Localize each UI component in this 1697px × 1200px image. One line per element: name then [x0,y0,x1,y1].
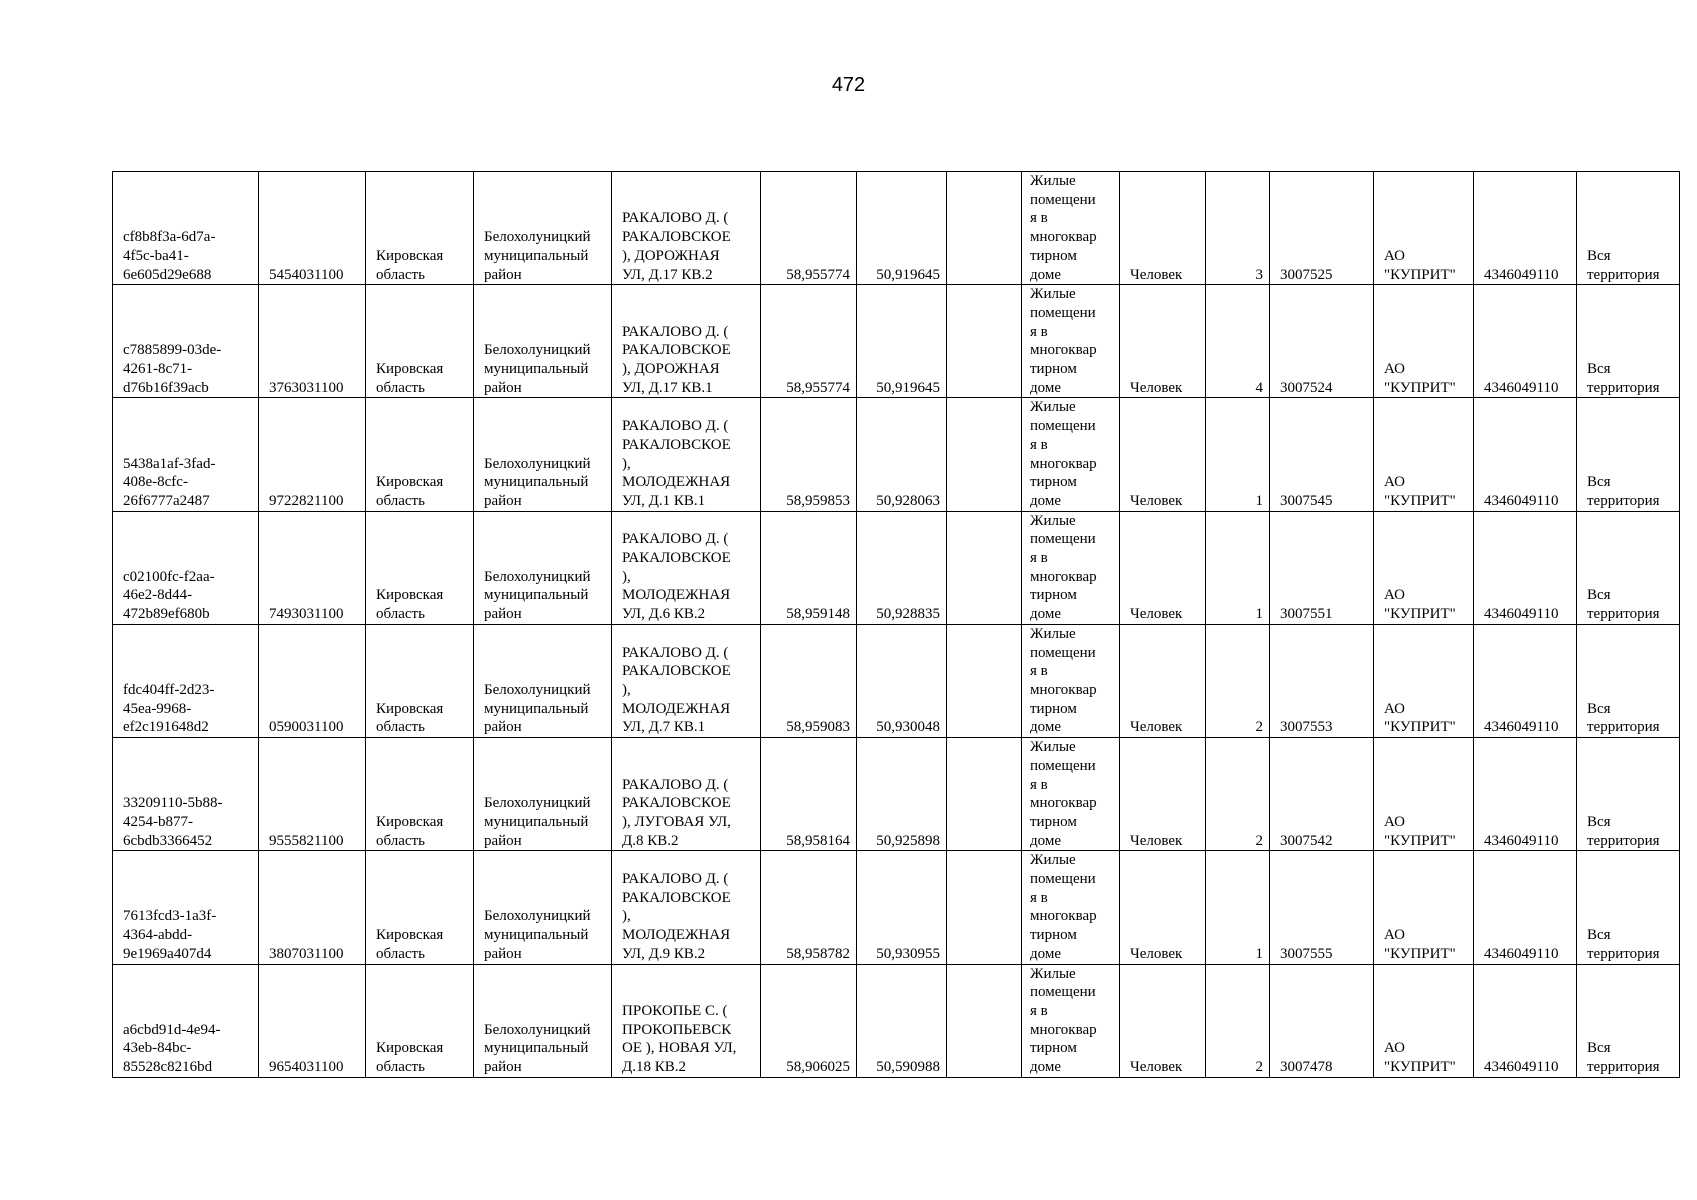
cell-empty [947,511,1022,624]
cell-unit: Человек [1120,738,1206,851]
cell-region: Кировская область [366,964,474,1077]
cell-empty [947,398,1022,511]
cell-count: 1 [1206,398,1270,511]
cell-empty [947,624,1022,737]
cell-record-id: c02100fc-f2aa- 46e2-8d44- 472b89ef680b [113,511,259,624]
cell-territory: Вся территория [1577,511,1680,624]
cell-district: Белохолуницкий муниципальный район [474,851,612,964]
cell-territory: Вся территория [1577,285,1680,398]
cell-inn: 4346049110 [1474,285,1577,398]
cell-latitude: 58,955774 [761,285,857,398]
cell-region: Кировская область [366,511,474,624]
cell-oktmo-code: 3807031100 [259,851,366,964]
cell-record-id: 7613fcd3-1a3f- 4364-abdd- 9e1969a407d4 [113,851,259,964]
cell-address: РАКАЛОВО Д. ( РАКАЛОВСКОЕ ), МОЛОДЕЖНАЯ УЛ, Д.1 КВ.1 [612,398,761,511]
cell-premises-type: Жилые помещени я в многоквар тирном доме [1022,398,1120,511]
cell-address: РАКАЛОВО Д. ( РАКАЛОВСКОЕ ), ДОРОЖНАЯ УЛ, Д.17 КВ.2 [612,172,761,285]
cell-address: РАКАЛОВО Д. ( РАКАЛОВСКОЕ ), ДОРОЖНАЯ УЛ, Д.17 КВ.1 [612,285,761,398]
cell-record-id: fdc404ff-2d23- 45ea-9968- ef2c191648d2 [113,624,259,737]
cell-district: Белохолуницкий муниципальный район [474,398,612,511]
cell-record-id: a6cbd91d-4e94- 43eb-84bc- 85528c8216bd [113,964,259,1077]
table-row [113,738,1680,851]
cell-region: Кировская область [366,738,474,851]
cell-empty [947,285,1022,398]
cell-territory: Вся территория [1577,172,1680,285]
cell-oktmo-code: 9555821100 [259,738,366,851]
table-row [113,398,1680,511]
cell-unit: Человек [1120,172,1206,285]
table-row [113,851,1680,964]
cell-region: Кировская область [366,398,474,511]
cell-premises-type: Жилые помещени я в многоквар тирном доме [1022,624,1120,737]
cell-region: Кировская область [366,851,474,964]
cell-unit: Человек [1120,285,1206,398]
cell-latitude: 58,906025 [761,964,857,1077]
table-row [113,172,1680,285]
cell-premises-type: Жилые помещени я в многоквар тирном доме [1022,964,1120,1077]
table-row [113,511,1680,624]
cell-account-number: 3007551 [1270,511,1374,624]
cell-inn: 4346049110 [1474,738,1577,851]
cell-account-number: 3007478 [1270,964,1374,1077]
cell-district: Белохолуницкий муниципальный район [474,738,612,851]
cell-address: РАКАЛОВО Д. ( РАКАЛОВСКОЕ ), МОЛОДЕЖНАЯ УЛ, Д.7 КВ.1 [612,624,761,737]
cell-address: РАКАЛОВО Д. ( РАКАЛОВСКОЕ ), МОЛОДЕЖНАЯ УЛ, Д.9 КВ.2 [612,851,761,964]
cell-latitude: 58,955774 [761,172,857,285]
cell-unit: Человек [1120,851,1206,964]
cell-address: РАКАЛОВО Д. ( РАКАЛОВСКОЕ ), МОЛОДЕЖНАЯ УЛ, Д.6 КВ.2 [612,511,761,624]
cell-district: Белохолуницкий муниципальный район [474,511,612,624]
cell-region: Кировская область [366,172,474,285]
cell-empty [947,851,1022,964]
cell-latitude: 58,958164 [761,738,857,851]
cell-longitude: 50,928835 [857,511,947,624]
cell-territory: Вся территория [1577,398,1680,511]
cell-record-id: c7885899-03de- 4261-8c71- d76b16f39acb [113,285,259,398]
table-row [113,964,1680,1077]
registry-table [112,171,1680,1078]
cell-inn: 4346049110 [1474,851,1577,964]
cell-unit: Человек [1120,398,1206,511]
cell-empty [947,172,1022,285]
table-row [113,624,1680,737]
cell-oktmo-code: 9654031100 [259,964,366,1077]
cell-record-id: 33209110-5b88- 4254-b877- 6cbdb3366452 [113,738,259,851]
cell-region: Кировская область [366,624,474,737]
cell-inn: 4346049110 [1474,172,1577,285]
cell-count: 1 [1206,851,1270,964]
cell-inn: 4346049110 [1474,964,1577,1077]
cell-unit: Человек [1120,964,1206,1077]
cell-premises-type: Жилые помещени я в многоквар тирном доме [1022,285,1120,398]
cell-oktmo-code: 0590031100 [259,624,366,737]
cell-record-id: 5438a1af-3fad- 408e-8cfc- 26f6777a2487 [113,398,259,511]
cell-latitude: 58,958782 [761,851,857,964]
cell-organization: АО "КУПРИТ" [1374,172,1474,285]
cell-address: РАКАЛОВО Д. ( РАКАЛОВСКОЕ ), ЛУГОВАЯ УЛ, Д.8 КВ.2 [612,738,761,851]
cell-territory: Вся территория [1577,964,1680,1077]
cell-district: Белохолуницкий муниципальный район [474,285,612,398]
cell-organization: АО "КУПРИТ" [1374,964,1474,1077]
cell-territory: Вся территория [1577,624,1680,737]
cell-latitude: 58,959083 [761,624,857,737]
cell-longitude: 50,925898 [857,738,947,851]
cell-organization: АО "КУПРИТ" [1374,851,1474,964]
cell-record-id: cf8b8f3a-6d7a- 4f5c-ba41- 6e605d29e688 [113,172,259,285]
cell-district: Белохолуницкий муниципальный район [474,624,612,737]
cell-count: 3 [1206,172,1270,285]
cell-longitude: 50,930955 [857,851,947,964]
cell-oktmo-code: 7493031100 [259,511,366,624]
cell-oktmo-code: 5454031100 [259,172,366,285]
cell-longitude: 50,919645 [857,285,947,398]
cell-organization: АО "КУПРИТ" [1374,738,1474,851]
page-number: 472 [831,74,866,96]
cell-inn: 4346049110 [1474,511,1577,624]
table-row [113,285,1680,398]
cell-district: Белохолуницкий муниципальный район [474,964,612,1077]
cell-organization: АО "КУПРИТ" [1374,511,1474,624]
cell-organization: АО "КУПРИТ" [1374,398,1474,511]
cell-latitude: 58,959853 [761,398,857,511]
cell-latitude: 58,959148 [761,511,857,624]
cell-unit: Человек [1120,624,1206,737]
registry-table-body [113,172,1680,1078]
cell-account-number: 3007524 [1270,285,1374,398]
cell-count: 2 [1206,624,1270,737]
cell-territory: Вся территория [1577,738,1680,851]
cell-longitude: 50,919645 [857,172,947,285]
cell-inn: 4346049110 [1474,624,1577,737]
cell-account-number: 3007542 [1270,738,1374,851]
cell-territory: Вся территория [1577,851,1680,964]
cell-longitude: 50,590988 [857,964,947,1077]
cell-premises-type: Жилые помещени я в многоквар тирном доме [1022,511,1120,624]
cell-unit: Человек [1120,511,1206,624]
cell-count: 1 [1206,511,1270,624]
cell-oktmo-code: 9722821100 [259,398,366,511]
cell-empty [947,964,1022,1077]
cell-premises-type: Жилые помещени я в многоквар тирном доме [1022,851,1120,964]
cell-inn: 4346049110 [1474,398,1577,511]
cell-count: 2 [1206,738,1270,851]
cell-count: 4 [1206,285,1270,398]
cell-premises-type: Жилые помещени я в многоквар тирном доме [1022,738,1120,851]
cell-longitude: 50,930048 [857,624,947,737]
cell-empty [947,738,1022,851]
cell-account-number: 3007545 [1270,398,1374,511]
cell-account-number: 3007553 [1270,624,1374,737]
cell-account-number: 3007555 [1270,851,1374,964]
cell-address: ПРОКОПЬЕ С. ( ПРОКОПЬЕВСК ОЕ ), НОВАЯ УЛ, Д.18 КВ.2 [612,964,761,1077]
cell-count: 2 [1206,964,1270,1077]
cell-premises-type: Жилые помещени я в многоквар тирном доме [1022,172,1120,285]
cell-organization: АО "КУПРИТ" [1374,624,1474,737]
cell-region: Кировская область [366,285,474,398]
cell-organization: АО "КУПРИТ" [1374,285,1474,398]
cell-oktmo-code: 3763031100 [259,285,366,398]
cell-district: Белохолуницкий муниципальный район [474,172,612,285]
cell-account-number: 3007525 [1270,172,1374,285]
cell-longitude: 50,928063 [857,398,947,511]
